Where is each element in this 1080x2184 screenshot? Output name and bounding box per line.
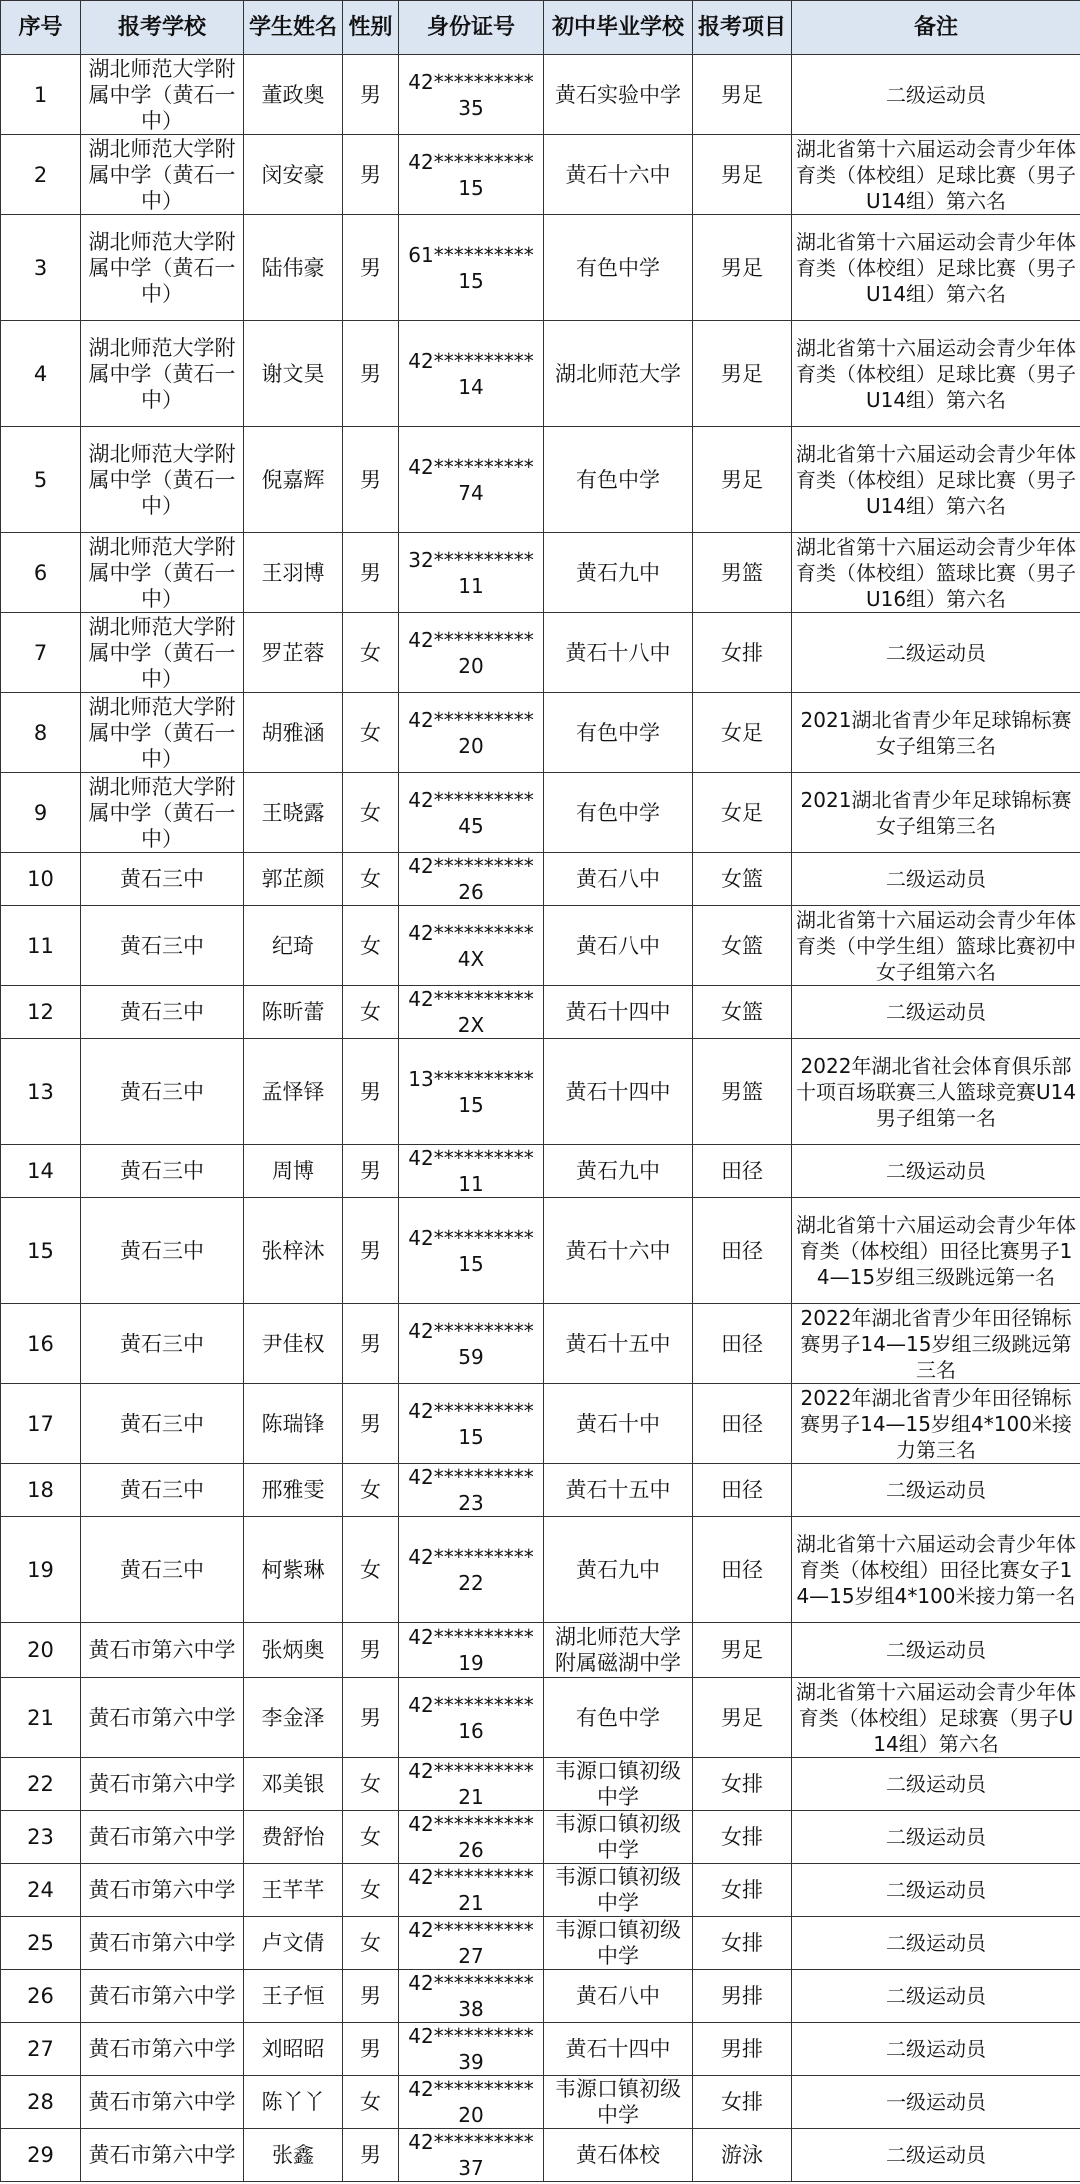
header-name: 学生姓名 <box>244 1 343 55</box>
cell-name: 罗芷蓉 <box>244 613 343 693</box>
cell-name: 邓美银 <box>244 1758 343 1811</box>
cell-gender: 女 <box>343 853 399 906</box>
cell-middle: 黄石体校 <box>544 2129 693 2182</box>
cell-middle: 黄石九中 <box>544 533 693 613</box>
cell-no: 4 <box>1 321 81 427</box>
cell-event: 女足 <box>693 773 792 853</box>
cell-gender: 男 <box>343 1145 399 1198</box>
table-row <box>1 1970 1080 2023</box>
cell-no: 29 <box>1 2129 81 2182</box>
cell-gender: 男 <box>343 2023 399 2076</box>
cell-note: 二级运动员 <box>792 55 1080 135</box>
cell-school: 黄石三中 <box>81 1384 244 1464</box>
cell-school: 湖北师范大学附属中学（黄石一中） <box>81 533 244 613</box>
cell-gender: 男 <box>343 533 399 613</box>
table-row <box>1 1198 1080 1304</box>
cell-no: 26 <box>1 1970 81 2023</box>
cell-id: 42**********35 <box>399 55 544 135</box>
cell-no: 17 <box>1 1384 81 1464</box>
cell-event: 女篮 <box>693 986 792 1039</box>
table-row <box>1 773 1080 853</box>
cell-note: 二级运动员 <box>792 1145 1080 1198</box>
cell-no: 7 <box>1 613 81 693</box>
cell-event: 男足 <box>693 215 792 321</box>
cell-gender: 男 <box>343 1039 399 1145</box>
cell-id: 42**********39 <box>399 2023 544 2076</box>
cell-id: 42**********4X <box>399 906 544 986</box>
cell-event: 男足 <box>693 135 792 215</box>
cell-event: 女排 <box>693 613 792 693</box>
table-row <box>1 135 1080 215</box>
cell-note: 二级运动员 <box>792 2023 1080 2076</box>
cell-school: 黄石三中 <box>81 1039 244 1145</box>
cell-name: 董政奥 <box>244 55 343 135</box>
cell-note: 湖北省第十六届运动会青少年体育类（体校组）田径比赛女子14—15岁组4*100米接力第一名 <box>792 1517 1080 1623</box>
cell-id: 42**********2X <box>399 986 544 1039</box>
cell-note: 湖北省第十六届运动会青少年体育类（体校组）足球比赛（男子U14组）第六名 <box>792 215 1080 321</box>
cell-no: 3 <box>1 215 81 321</box>
cell-gender: 女 <box>343 1864 399 1917</box>
cell-middle: 有色中学 <box>544 427 693 533</box>
cell-name: 郭芷颜 <box>244 853 343 906</box>
cell-event: 女排 <box>693 1864 792 1917</box>
cell-middle: 韦源口镇初级中学 <box>544 1864 693 1917</box>
cell-note: 2021湖北省青少年足球锦标赛女子组第三名 <box>792 693 1080 773</box>
cell-name: 柯紫琳 <box>244 1517 343 1623</box>
cell-no: 9 <box>1 773 81 853</box>
cell-id: 42**********20 <box>399 693 544 773</box>
cell-school: 湖北师范大学附属中学（黄石一中） <box>81 613 244 693</box>
cell-id: 42**********27 <box>399 1917 544 1970</box>
table-row <box>1 906 1080 986</box>
cell-name: 谢文昊 <box>244 321 343 427</box>
cell-name: 张梓沐 <box>244 1198 343 1304</box>
table-row <box>1 2129 1080 2182</box>
table-row <box>1 2023 1080 2076</box>
cell-name: 王羽博 <box>244 533 343 613</box>
cell-id: 42**********21 <box>399 1758 544 1811</box>
cell-school: 黄石市第六中学 <box>81 1623 244 1678</box>
cell-event: 男篮 <box>693 1039 792 1145</box>
cell-middle: 黄石八中 <box>544 853 693 906</box>
cell-school: 黄石市第六中学 <box>81 1917 244 1970</box>
cell-no: 20 <box>1 1623 81 1678</box>
table-header-row <box>1 1 1080 55</box>
cell-note: 二级运动员 <box>792 986 1080 1039</box>
cell-gender: 男 <box>343 427 399 533</box>
cell-name: 陆伟豪 <box>244 215 343 321</box>
cell-middle: 黄石十四中 <box>544 986 693 1039</box>
cell-school: 黄石市第六中学 <box>81 1811 244 1864</box>
cell-no: 11 <box>1 906 81 986</box>
cell-id: 42**********38 <box>399 1970 544 2023</box>
cell-no: 18 <box>1 1464 81 1517</box>
table-row <box>1 215 1080 321</box>
cell-gender: 男 <box>343 321 399 427</box>
cell-school: 黄石市第六中学 <box>81 1758 244 1811</box>
cell-id: 42**********15 <box>399 1384 544 1464</box>
cell-id: 42**********21 <box>399 1864 544 1917</box>
cell-no: 24 <box>1 1864 81 1917</box>
cell-note: 湖北省第十六届运动会青少年体育类（体校组）田径比赛男子14—15岁组三级跳远第一名 <box>792 1198 1080 1304</box>
table-row <box>1 1039 1080 1145</box>
cell-event: 田径 <box>693 1464 792 1517</box>
cell-no: 28 <box>1 2076 81 2129</box>
cell-middle: 黄石九中 <box>544 1517 693 1623</box>
cell-gender: 男 <box>343 1304 399 1384</box>
cell-note: 湖北省第十六届运动会青少年体育类（体校组）足球比赛（男子U14组）第六名 <box>792 135 1080 215</box>
cell-middle: 黄石十四中 <box>544 2023 693 2076</box>
cell-event: 田径 <box>693 1517 792 1623</box>
table-row <box>1 533 1080 613</box>
cell-event: 田径 <box>693 1145 792 1198</box>
cell-gender: 男 <box>343 55 399 135</box>
cell-no: 14 <box>1 1145 81 1198</box>
cell-note: 二级运动员 <box>792 1917 1080 1970</box>
table-row <box>1 613 1080 693</box>
table-row <box>1 853 1080 906</box>
header-school: 报考学校 <box>81 1 244 55</box>
cell-note: 湖北省第十六届运动会青少年体育类（中学生组）篮球比赛初中女子组第六名 <box>792 906 1080 986</box>
cell-event: 男足 <box>693 321 792 427</box>
cell-note: 一级运动员 <box>792 2076 1080 2129</box>
cell-name: 王晓露 <box>244 773 343 853</box>
cell-no: 23 <box>1 1811 81 1864</box>
cell-gender: 男 <box>343 215 399 321</box>
cell-gender: 女 <box>343 773 399 853</box>
cell-name: 陈昕蕾 <box>244 986 343 1039</box>
cell-event: 男足 <box>693 55 792 135</box>
cell-no: 6 <box>1 533 81 613</box>
table-row <box>1 427 1080 533</box>
cell-school: 黄石三中 <box>81 853 244 906</box>
cell-name: 张炳奥 <box>244 1623 343 1678</box>
cell-school: 黄石三中 <box>81 1304 244 1384</box>
cell-gender: 女 <box>343 693 399 773</box>
cell-school: 湖北师范大学附属中学（黄石一中） <box>81 693 244 773</box>
cell-no: 12 <box>1 986 81 1039</box>
cell-school: 湖北师范大学附属中学（黄石一中） <box>81 321 244 427</box>
cell-school: 湖北师范大学附属中学（黄石一中） <box>81 773 244 853</box>
cell-middle: 黄石十四中 <box>544 1039 693 1145</box>
cell-middle: 有色中学 <box>544 773 693 853</box>
cell-note: 二级运动员 <box>792 1864 1080 1917</box>
cell-id: 42**********15 <box>399 1198 544 1304</box>
cell-middle: 黄石十中 <box>544 1384 693 1464</box>
cell-event: 女篮 <box>693 853 792 906</box>
cell-school: 黄石市第六中学 <box>81 1864 244 1917</box>
table-row <box>1 1758 1080 1811</box>
cell-note: 二级运动员 <box>792 1970 1080 2023</box>
cell-gender: 女 <box>343 986 399 1039</box>
cell-event: 游泳 <box>693 2129 792 2182</box>
cell-gender: 男 <box>343 1970 399 2023</box>
cell-note: 2022年湖北省社会体育俱乐部十项百场联赛三人篮球竞赛U14男子组第一名 <box>792 1039 1080 1145</box>
table-row <box>1 1864 1080 1917</box>
cell-id: 42**********37 <box>399 2129 544 2182</box>
cell-note: 二级运动员 <box>792 853 1080 906</box>
cell-no: 1 <box>1 55 81 135</box>
header-middle-school: 初中毕业学校 <box>544 1 693 55</box>
cell-event: 田径 <box>693 1198 792 1304</box>
header-gender: 性别 <box>343 1 399 55</box>
cell-school: 黄石三中 <box>81 906 244 986</box>
cell-id: 42**********20 <box>399 2076 544 2129</box>
cell-name: 刘昭昭 <box>244 2023 343 2076</box>
cell-event: 男足 <box>693 1623 792 1678</box>
table-row <box>1 1517 1080 1623</box>
cell-middle: 韦源口镇初级中学 <box>544 1758 693 1811</box>
cell-note: 2022年湖北省青少年田径锦标赛男子14—15岁组三级跳远第三名 <box>792 1304 1080 1384</box>
cell-event: 田径 <box>693 1384 792 1464</box>
cell-event: 女排 <box>693 1917 792 1970</box>
cell-middle: 韦源口镇初级中学 <box>544 2076 693 2129</box>
cell-no: 8 <box>1 693 81 773</box>
cell-event: 男排 <box>693 1970 792 2023</box>
cell-middle: 黄石八中 <box>544 906 693 986</box>
header-id: 身份证号 <box>399 1 544 55</box>
cell-gender: 男 <box>343 1198 399 1304</box>
cell-event: 女排 <box>693 1811 792 1864</box>
cell-school: 湖北师范大学附属中学（黄石一中） <box>81 215 244 321</box>
cell-middle: 湖北师范大学附属磁湖中学 <box>544 1623 693 1678</box>
cell-name: 费舒怡 <box>244 1811 343 1864</box>
table-row <box>1 1304 1080 1384</box>
cell-note: 2022年湖北省青少年田径锦标赛男子14—15岁组4*100米接力第三名 <box>792 1384 1080 1464</box>
cell-gender: 男 <box>343 1678 399 1758</box>
table-row <box>1 1464 1080 1517</box>
cell-note: 湖北省第十六届运动会青少年体育类（体校组）足球赛（男子U14组）第六名 <box>792 1678 1080 1758</box>
cell-name: 倪嘉辉 <box>244 427 343 533</box>
cell-id: 42**********15 <box>399 135 544 215</box>
header-note: 备注 <box>792 1 1080 55</box>
cell-name: 王子恒 <box>244 1970 343 2023</box>
cell-name: 陈瑞锋 <box>244 1384 343 1464</box>
cell-school: 湖北师范大学附属中学（黄石一中） <box>81 427 244 533</box>
cell-school: 黄石市第六中学 <box>81 2023 244 2076</box>
cell-note: 二级运动员 <box>792 1811 1080 1864</box>
cell-middle: 黄石十八中 <box>544 613 693 693</box>
cell-school: 黄石市第六中学 <box>81 2129 244 2182</box>
cell-school: 黄石三中 <box>81 1198 244 1304</box>
table-row <box>1 1811 1080 1864</box>
cell-gender: 男 <box>343 2129 399 2182</box>
cell-note: 湖北省第十六届运动会青少年体育类（体校组）足球比赛（男子U14组）第六名 <box>792 427 1080 533</box>
cell-no: 19 <box>1 1517 81 1623</box>
cell-middle: 黄石十六中 <box>544 135 693 215</box>
cell-middle: 黄石八中 <box>544 1970 693 2023</box>
cell-id: 32**********11 <box>399 533 544 613</box>
table-row <box>1 1145 1080 1198</box>
cell-gender: 女 <box>343 1464 399 1517</box>
table-row <box>1 693 1080 773</box>
cell-note: 2021湖北省青少年足球锦标赛女子组第三名 <box>792 773 1080 853</box>
cell-event: 田径 <box>693 1304 792 1384</box>
cell-name: 邢雅雯 <box>244 1464 343 1517</box>
cell-id: 42**********26 <box>399 1811 544 1864</box>
cell-id: 42**********11 <box>399 1145 544 1198</box>
cell-middle: 有色中学 <box>544 693 693 773</box>
cell-event: 男足 <box>693 427 792 533</box>
table-row <box>1 1917 1080 1970</box>
cell-school: 黄石三中 <box>81 986 244 1039</box>
cell-id: 42**********23 <box>399 1464 544 1517</box>
cell-middle: 韦源口镇初级中学 <box>544 1917 693 1970</box>
table-row <box>1 2076 1080 2129</box>
cell-id: 42**********14 <box>399 321 544 427</box>
cell-id: 42**********59 <box>399 1304 544 1384</box>
cell-no: 16 <box>1 1304 81 1384</box>
cell-school: 黄石市第六中学 <box>81 1678 244 1758</box>
table-row <box>1 321 1080 427</box>
cell-name: 尹佳权 <box>244 1304 343 1384</box>
cell-note: 二级运动员 <box>792 2129 1080 2182</box>
cell-name: 李金泽 <box>244 1678 343 1758</box>
cell-event: 男足 <box>693 1678 792 1758</box>
cell-middle: 黄石十五中 <box>544 1304 693 1384</box>
cell-note: 二级运动员 <box>792 1464 1080 1517</box>
cell-gender: 男 <box>343 135 399 215</box>
cell-gender: 女 <box>343 1811 399 1864</box>
cell-gender: 女 <box>343 1758 399 1811</box>
cell-gender: 男 <box>343 1384 399 1464</box>
cell-name: 陈丫丫 <box>244 2076 343 2129</box>
cell-name: 张鑫 <box>244 2129 343 2182</box>
cell-event: 男排 <box>693 2023 792 2076</box>
cell-middle: 韦源口镇初级中学 <box>544 1811 693 1864</box>
cell-school: 黄石三中 <box>81 1464 244 1517</box>
cell-middle: 黄石十五中 <box>544 1464 693 1517</box>
cell-middle: 黄石实验中学 <box>544 55 693 135</box>
cell-school: 湖北师范大学附属中学（黄石一中） <box>81 135 244 215</box>
cell-note: 湖北省第十六届运动会青少年体育类（体校组）足球比赛（男子U14组）第六名 <box>792 321 1080 427</box>
cell-event: 女篮 <box>693 906 792 986</box>
cell-school: 湖北师范大学附属中学（黄石一中） <box>81 55 244 135</box>
cell-name: 周博 <box>244 1145 343 1198</box>
table-row <box>1 1623 1080 1678</box>
cell-no: 22 <box>1 1758 81 1811</box>
table-row <box>1 55 1080 135</box>
cell-id: 42**********19 <box>399 1623 544 1678</box>
cell-name: 胡雅涵 <box>244 693 343 773</box>
table-row <box>1 1384 1080 1464</box>
cell-no: 15 <box>1 1198 81 1304</box>
cell-name: 王芊芊 <box>244 1864 343 1917</box>
cell-school: 黄石市第六中学 <box>81 1970 244 2023</box>
cell-no: 27 <box>1 2023 81 2076</box>
cell-id: 61**********15 <box>399 215 544 321</box>
cell-id: 42**********26 <box>399 853 544 906</box>
cell-no: 13 <box>1 1039 81 1145</box>
cell-note: 二级运动员 <box>792 1623 1080 1678</box>
cell-event: 女排 <box>693 2076 792 2129</box>
header-no: 序号 <box>1 1 81 55</box>
cell-id: 42**********20 <box>399 613 544 693</box>
cell-middle: 黄石十六中 <box>544 1198 693 1304</box>
cell-event: 男篮 <box>693 533 792 613</box>
table-row <box>1 986 1080 1039</box>
cell-note: 二级运动员 <box>792 1758 1080 1811</box>
cell-id: 42**********74 <box>399 427 544 533</box>
cell-note: 湖北省第十六届运动会青少年体育类（体校组）篮球比赛（男子U16组）第六名 <box>792 533 1080 613</box>
cell-middle: 湖北师范大学 <box>544 321 693 427</box>
cell-note: 二级运动员 <box>792 613 1080 693</box>
cell-no: 10 <box>1 853 81 906</box>
cell-name: 纪琦 <box>244 906 343 986</box>
cell-gender: 女 <box>343 1917 399 1970</box>
cell-id: 42**********45 <box>399 773 544 853</box>
cell-name: 卢文倩 <box>244 1917 343 1970</box>
cell-no: 2 <box>1 135 81 215</box>
cell-event: 女排 <box>693 1758 792 1811</box>
cell-middle: 有色中学 <box>544 1678 693 1758</box>
cell-gender: 女 <box>343 906 399 986</box>
cell-no: 25 <box>1 1917 81 1970</box>
cell-middle: 黄石九中 <box>544 1145 693 1198</box>
cell-middle: 有色中学 <box>544 215 693 321</box>
cell-gender: 女 <box>343 2076 399 2129</box>
cell-no: 5 <box>1 427 81 533</box>
cell-school: 黄石三中 <box>81 1517 244 1623</box>
cell-gender: 女 <box>343 1517 399 1623</box>
cell-id: 13**********15 <box>399 1039 544 1145</box>
table-row <box>1 1678 1080 1758</box>
cell-gender: 男 <box>343 1623 399 1678</box>
cell-no: 21 <box>1 1678 81 1758</box>
cell-name: 孟怿铎 <box>244 1039 343 1145</box>
cell-id: 42**********22 <box>399 1517 544 1623</box>
cell-event: 女足 <box>693 693 792 773</box>
cell-id: 42**********16 <box>399 1678 544 1758</box>
header-event: 报考项目 <box>693 1 792 55</box>
cell-school: 黄石三中 <box>81 1145 244 1198</box>
cell-gender: 女 <box>343 613 399 693</box>
cell-name: 闵安豪 <box>244 135 343 215</box>
cell-school: 黄石市第六中学 <box>81 2076 244 2129</box>
